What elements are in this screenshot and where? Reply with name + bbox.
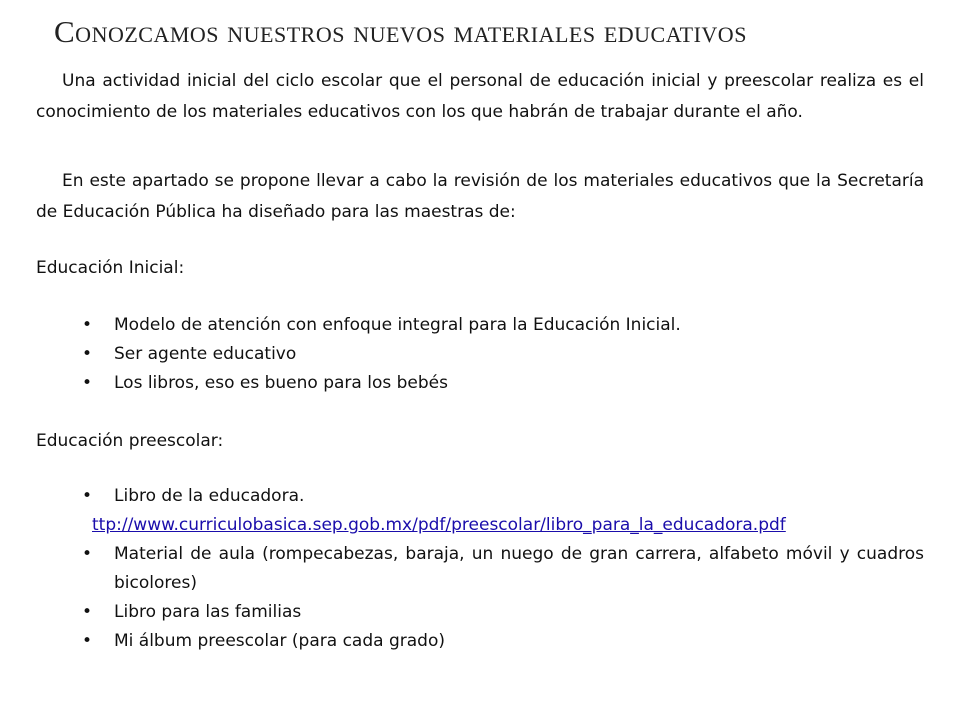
list-item <box>78 340 924 369</box>
list-item <box>78 369 924 398</box>
purpose-paragraph: En este apartado se propone llevar a cabo la revisión de los materiales educativos que la Secretaría de Educación Pública ha diseñado para las maestras de: <box>36 171 924 222</box>
bullet-icon: • <box>82 486 93 506</box>
list-item <box>78 627 924 656</box>
page-title: Conozcamos nuestros nuevos materiales educativos <box>54 14 747 49</box>
list-item-text: Libro de la educadora. <box>114 486 305 506</box>
list-item <box>78 540 924 598</box>
section-heading-educacion-preescolar: Educación preescolar: <box>36 431 224 451</box>
list-item-text: Mi álbum preescolar (para cada grado) <box>114 631 445 651</box>
bullet-icon: • <box>82 631 93 651</box>
list-item-text: Modelo de atención con enfoque integral para la Educación Inicial. <box>114 315 681 335</box>
bullet-icon: • <box>82 315 93 335</box>
list-item <box>78 598 924 627</box>
list-item <box>78 482 924 540</box>
bullet-icon: • <box>82 373 93 393</box>
libro-educadora-link[interactable]: ttp://www.curriculobasica.sep.gob.mx/pdf/preescolar/libro_para_la_educadora.pdf <box>92 515 786 535</box>
educacion-inicial-list <box>78 311 924 398</box>
list-item-text: Material de aula (rompecabezas, baraja, un nuego de gran carrera, alfabeto móvil y cuadros bicolores) <box>114 544 924 593</box>
educacion-preescolar-list <box>78 482 924 656</box>
bullet-icon: • <box>82 544 93 564</box>
list-item-text: Libro para las familias <box>114 602 302 622</box>
bullet-icon: • <box>82 602 93 622</box>
bullet-icon: • <box>82 344 93 364</box>
intro-paragraph: Una actividad inicial del ciclo escolar que el personal de educación inicial y preescolar realiza es el conocimiento de los materiales educativos con los que habrán de trabajar durante el año. <box>36 71 924 122</box>
section-heading-educacion-inicial: Educación Inicial: <box>36 258 185 278</box>
list-item <box>78 311 924 340</box>
list-item-text: Los libros, eso es bueno para los bebés <box>114 373 448 393</box>
list-item-text: Ser agente educativo <box>114 344 297 364</box>
